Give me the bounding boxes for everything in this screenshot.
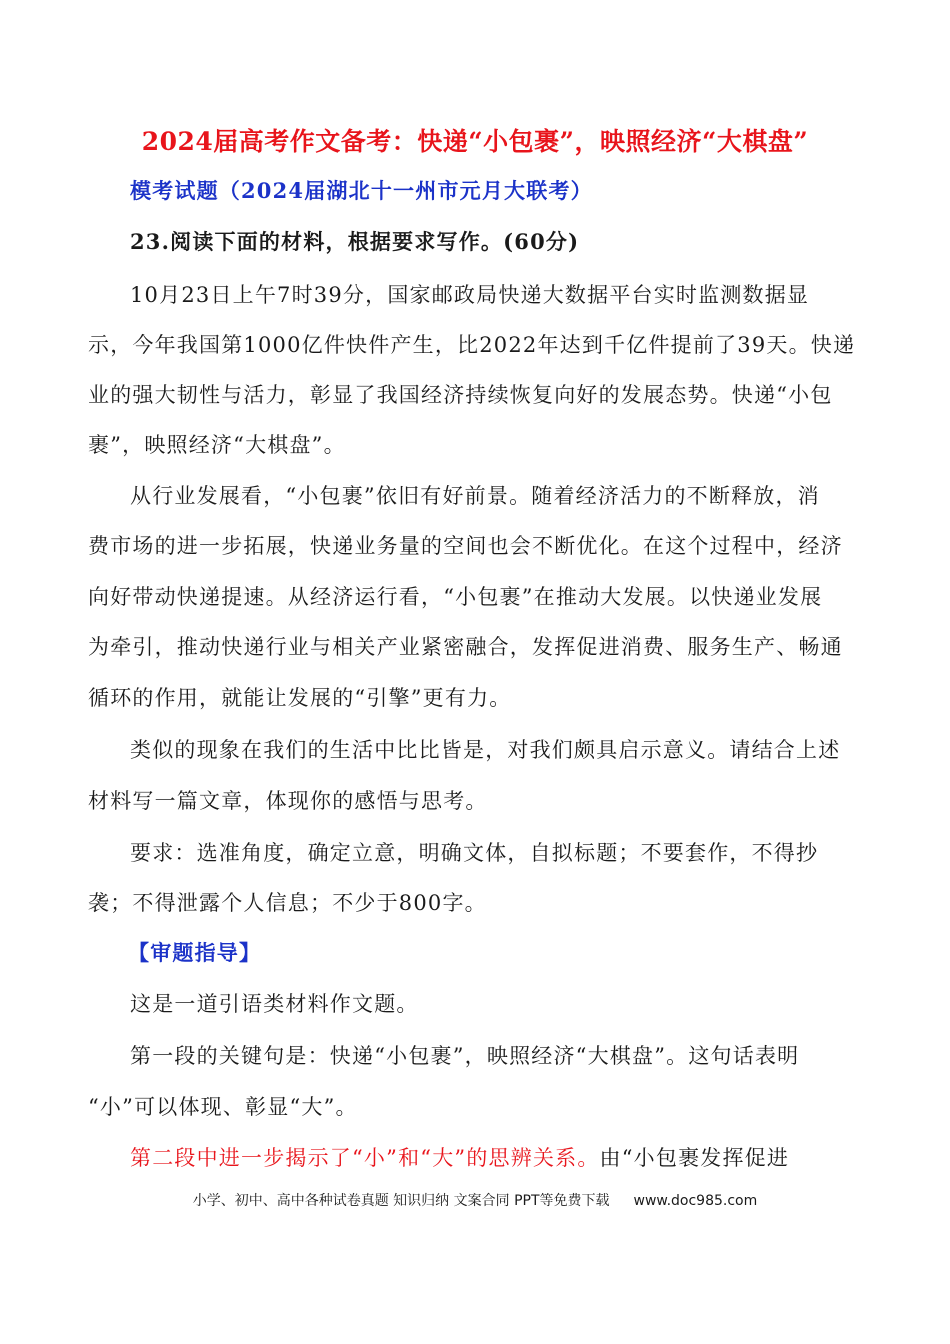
material-line: 示，今年我国第1000亿件快件产生，比2022年达到千亿件提前了39天。快递 [88,333,856,357]
guide-line: “小”可以体现、彰显“大”。 [88,1095,358,1119]
material-line: 要求：选准角度，确定立意，明确文体，自拟标题；不要套作，不得抄 [130,841,819,865]
material-line: 循环的作用，就能让发展的“引擎”更有力。 [88,686,512,710]
page-footer [0,1190,950,1210]
highlighted-sentence: 第二段中进一步揭示了“小”和“大”的思辨关系。 [130,1146,600,1170]
material-line: 业的强大韧性与活力，彰显了我国经济持续恢复向好的发展态势。快递“小包 [88,383,833,407]
source-heading: 模考试题（2024届湖北十一州市元月大联考） [130,178,593,203]
guide-heading: 【审题指导】 [128,940,262,965]
guide-line: 这是一道引语类材料作文题。 [130,992,419,1016]
material-line: 裹”，映照经济“大棋盘”。 [88,433,346,457]
material-line: 袭；不得泄露个人信息；不少于800字。 [88,891,487,915]
footer-text: 小学、初中、高中各种试卷真题 知识归纳 文案合同 PPT等免费下载 [192,1193,610,1209]
material-line: 从行业发展看，“小包裹”依旧有好前景。随着经济活力的不断释放，消 [130,484,820,508]
footer-url[interactable]: www.doc985.com [633,1193,758,1209]
guide-line: 第一段的关键句是：快递“小包裹”，映照经济“大棋盘”。这句话表明 [130,1044,800,1068]
material-line: 材料写一篇文章，体现你的感悟与思考。 [88,789,488,813]
continuation-text: 由“小包裹发挥促进 [599,1146,790,1170]
question-line: 23.阅读下面的材料，根据要求写作。(60分) [130,229,580,254]
document-title: 2024届高考作文备考：快递“小包裹”，映照经济“大棋盘” [141,127,809,156]
material-line: 费市场的进一步拓展，快递业务量的空间也会不断优化。在这个过程中，经济 [88,534,843,558]
material-line: 10月23日上午7时39分，国家邮政局快递大数据平台实时监测数据显 [130,283,810,307]
material-line: 为牵引，推动快递行业与相关产业紧密融合，发挥促进消费、服务生产、畅通 [88,635,843,659]
guide-last-line [130,1143,863,1173]
material-line: 类似的现象在我们的生活中比比皆是，对我们颇具启示意义。请结合上述 [130,738,841,762]
material-line: 向好带动快递提速。从经济运行看，“小包裹”在推动大发展。以快递业发展 [88,585,823,609]
